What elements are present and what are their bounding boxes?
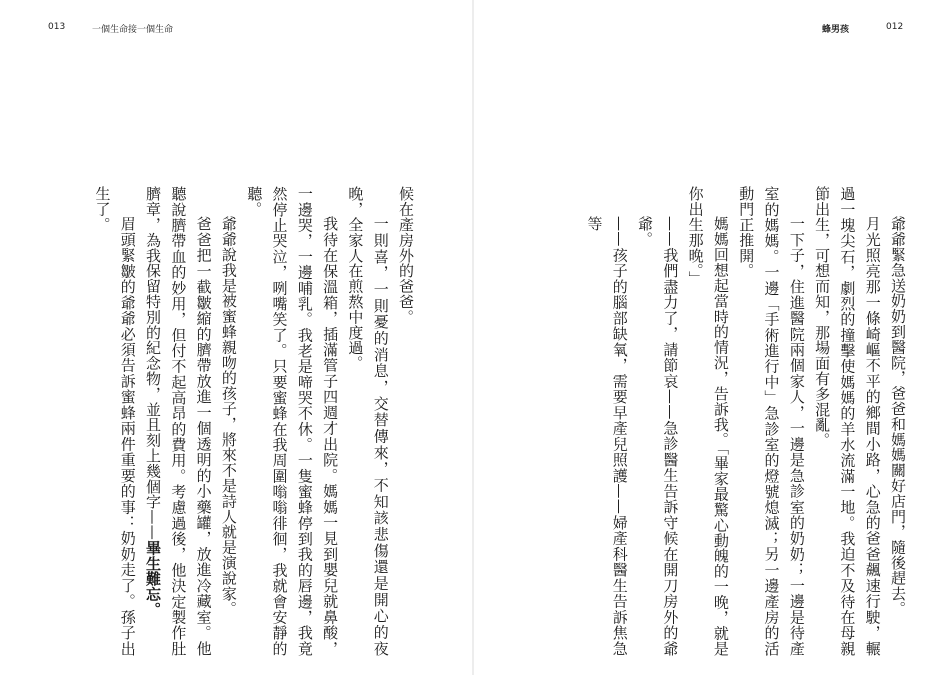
paragraph: ——我們盡力了，請節哀——急診醫生告訴守候在開刀房外的爺爺。 [636, 216, 680, 656]
paragraph: ——孩子的腦部缺氧，需要早產兒照護——婦產科醫生告訴焦急等 [585, 216, 629, 656]
left-running-title: 一個生命接一個生命 [92, 25, 174, 35]
paragraph: 爺爺緊急送奶奶到醫院，爸爸和媽媽關好店門，隨後趕去。 [889, 216, 907, 617]
paragraph: 爺爺說我是被蜜蜂親吻的孩子，將來不是詩人就是演說家。 [219, 216, 238, 617]
right-page-number: 012 [886, 22, 904, 32]
left-body-text [23, 186, 418, 656]
paragraph: 月光照亮那一條崎嶇不平的鄉間小路，心急的爸爸飆速行駛，輾過一塊尖石，劇烈的撞擊使媽媽的羊水流滿一地。我迫不及待在母親節出生，可想而知，那場面有多混亂。 [813, 186, 882, 656]
paragraph: 眉頭緊皺的爺爺必須告訴蜜蜂兩件重要的事：奶奶走了。孫子出生了。 [93, 186, 137, 656]
paragraph: 我待在保溫箱，插滿管子四週才出院。媽媽一見到嬰兒就鼻酸，一邊哭，一邊哺乳。我老是啼哭不休。一隻蜜蜂停到我的唇邊，我竟然停止哭泣，咧嘴笑了。只要蜜蜂在我周圍嗡嗡徘徊，我就會安靜的聽。 [245, 186, 340, 656]
paragraph: 媽媽回想起當時的情況，告訴我。「畢家最驚心動魄的一晚，就是你出生那晚。」 [686, 186, 730, 656]
paragraph: 一則喜，一則憂的消息，交替傳來，不知該悲傷還是開心的夜晚，全家人在煎熬中度過。 [346, 186, 390, 656]
left-page-number: 013 [48, 22, 66, 32]
right-body-text [555, 186, 910, 656]
left-page [0, 0, 473, 675]
right-running-title: 蜂男孩 [822, 25, 850, 35]
emphasis-text: 畢生難忘。 [144, 540, 163, 618]
paragraph: 一下子，住進醫院兩個家人，一邊是急診室的奶奶；一邊是待產室的媽媽。一邊「手術進行中」急診室的燈號熄滅；另一邊產房的活動門正推開。 [737, 186, 806, 656]
paragraph-text: 爸爸把一截皺縮的臍帶放進一個透明的小藥罐，放進冷藏室。他聽說臍帶血的妙用，但付不起高昂的費用。考慮過後，他決定製作肚臍章，為我保留特別的紀念物，並且刻上幾個字—— [144, 186, 213, 656]
paragraph [140, 186, 216, 656]
paragraph: 候在產房外的爸爸。 [397, 186, 415, 325]
right-page [474, 0, 947, 675]
